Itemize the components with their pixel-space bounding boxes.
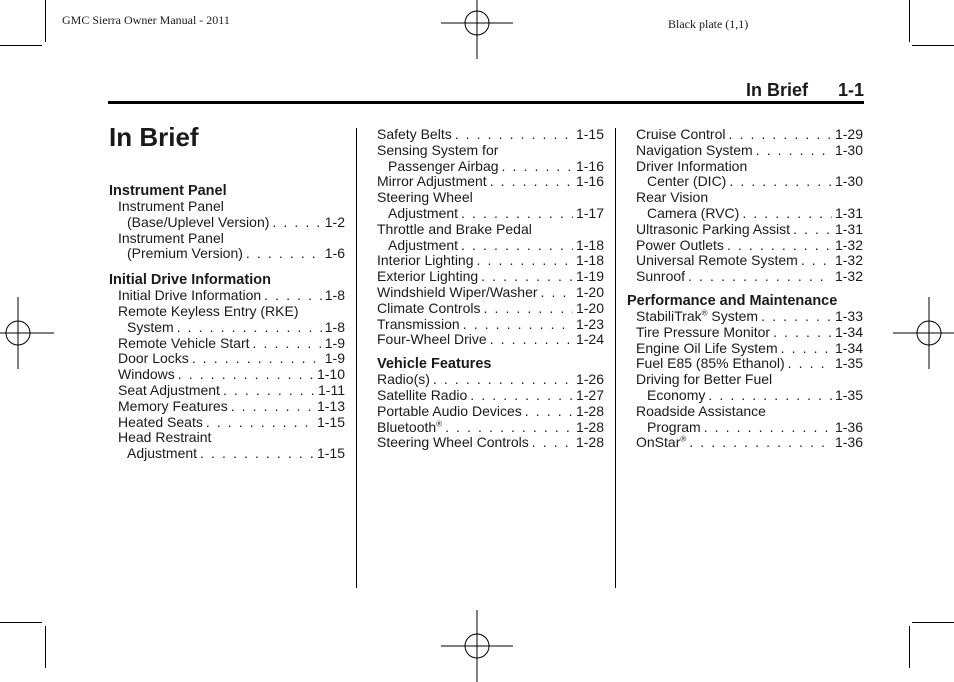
header-rule: [108, 101, 864, 104]
toc-column-1: [109, 183, 345, 462]
toc-entry[interactable]: Engine Oil Life System . . . 1-34: [636, 341, 863, 357]
toc-page-ref: 1-35: [834, 355, 863, 372]
toc-page-ref: 1-20: [575, 283, 604, 300]
toc-entry[interactable]: Heated Seats . . . 1-15: [109, 415, 345, 431]
toc-group-heading: Instrument Panel: [109, 183, 227, 199]
toc-entry[interactable]: Power Outlets . . . 1-32: [636, 238, 863, 254]
crop-mark-top-right-h: [912, 45, 954, 46]
toc-entry[interactable]: Instrument Panel: [118, 229, 224, 246]
toc-page-ref: 1-18: [575, 236, 604, 253]
toc-page-ref: 1-15: [316, 413, 345, 430]
toc-page-ref: 1-2: [324, 213, 345, 230]
toc-page-ref: 1-24: [575, 331, 604, 348]
toc-page-ref: 1-28: [575, 434, 604, 451]
column-divider-1: [356, 128, 357, 588]
toc-page-ref: 1-36: [834, 418, 863, 435]
toc-entry[interactable]: Adjustment . . . 1-17: [377, 206, 604, 222]
toc-page-ref: 1-29: [834, 126, 863, 142]
toc-entry[interactable]: Portable Audio Devices . . . 1-28: [377, 404, 604, 420]
toc-entry[interactable]: Interior Lighting . . . 1-18: [377, 253, 604, 269]
toc-page-ref: 1-8: [324, 318, 345, 335]
toc-entry[interactable]: Passenger Airbag . . . 1-16: [377, 159, 604, 175]
plate-label: Black plate (1,1): [668, 17, 749, 31]
crop-mark-top-left-h: [0, 45, 42, 46]
toc-page-ref: 1-30: [834, 141, 863, 158]
toc-entry[interactable]: Driver Information: [636, 157, 748, 174]
toc-entry[interactable]: Steering Wheel Controls . . . 1-28: [377, 435, 604, 451]
toc-entry[interactable]: Navigation System . . . 1-30: [636, 143, 863, 159]
toc-page-ref: 1-33: [834, 307, 863, 324]
toc-entry[interactable]: Tire Pressure Monitor . . . 1-34: [636, 325, 863, 341]
toc-entry[interactable]: (Base/Uplevel Version) . . . 1-2: [109, 215, 345, 231]
page-title: In Brief: [109, 122, 199, 152]
toc-page-ref: 1-9: [324, 334, 345, 351]
toc-page-ref: 1-31: [834, 204, 863, 221]
toc-page-ref: 1-31: [834, 220, 863, 237]
toc-page-ref: 1-32: [834, 252, 863, 269]
toc-entry[interactable]: Rear Vision: [636, 189, 709, 206]
toc-entry[interactable]: Windows . . . 1-10: [109, 367, 345, 383]
toc-entry[interactable]: Camera (RVC) . . . 1-31: [636, 206, 863, 222]
toc-entry[interactable]: Radio(s) . . . 1-26: [377, 372, 604, 388]
registered-mark: ®: [436, 418, 443, 428]
toc-page-ref: 1-35: [834, 386, 863, 403]
toc-entry[interactable]: Exterior Lighting . . . 1-19: [377, 269, 604, 285]
toc-column-3: [627, 126, 863, 451]
section-name: In Brief: [745, 80, 808, 100]
toc-entry[interactable]: Roadside Assistance: [636, 402, 766, 419]
manual-title-header: GMC Sierra Owner Manual - 2011: [62, 13, 230, 27]
toc-page-ref: 1-28: [575, 418, 604, 435]
toc-entry[interactable]: Memory Features . . . 1-13: [109, 399, 345, 415]
toc-page-ref: 1-34: [834, 339, 863, 356]
toc-entry[interactable]: OnStar® . . . 1-36: [636, 435, 863, 451]
toc-entry[interactable]: Seat Adjustment . . . 1-11: [109, 383, 345, 399]
crop-mark-top-right-v: [909, 0, 910, 42]
toc-group-heading: Initial Drive Information: [109, 272, 271, 289]
toc-entry[interactable]: Bluetooth® . . . 1-28: [377, 420, 604, 436]
toc-page-ref: 1-9: [324, 350, 345, 367]
toc-entry[interactable]: StabiliTrak® System . . . 1-33: [636, 309, 863, 325]
toc-page-ref: 1-11: [318, 381, 345, 398]
toc-page-ref: 1-15: [316, 445, 345, 462]
toc-entry[interactable]: Center (DIC) . . . 1-30: [636, 174, 863, 190]
toc-page-ref: 1-27: [575, 386, 604, 403]
registration-mark-left: [0, 297, 54, 369]
toc-entry[interactable]: Adjustment . . . 1-18: [377, 238, 604, 254]
registered-mark: ®: [680, 434, 687, 444]
toc-page-ref: 1-32: [834, 236, 863, 253]
registration-mark-top: [441, 0, 513, 59]
toc-group-heading: Performance and Maintenance: [627, 292, 838, 309]
toc-entry[interactable]: Fuel E85 (85% Ethanol) . . . 1-35: [636, 356, 863, 372]
toc-entry[interactable]: Remote Vehicle Start . . . 1-9: [109, 336, 345, 352]
toc-entry[interactable]: Satellite Radio . . . 1-27: [377, 388, 604, 404]
toc-entry[interactable]: Mirror Adjustment . . . 1-16: [377, 174, 604, 190]
toc-entry[interactable]: Driving for Better Fuel: [636, 371, 773, 388]
toc-page-ref: 1-13: [316, 397, 345, 414]
registration-mark-right: [893, 297, 954, 369]
toc-page-ref: 1-16: [575, 173, 604, 190]
toc-entry[interactable]: Windshield Wiper/Washer . . . 1-20: [377, 285, 604, 301]
toc-entry[interactable]: Safety Belts . . . 1-15: [377, 127, 604, 143]
toc-entry[interactable]: Door Locks . . . 1-9: [109, 351, 345, 367]
toc-page-ref: 1-20: [575, 299, 604, 316]
crop-mark-bottom-right-v: [909, 626, 910, 668]
toc-entry[interactable]: Universal Remote System . . . 1-32: [636, 253, 863, 269]
toc-page-ref: 1-23: [575, 315, 604, 332]
registration-mark-bottom: [441, 610, 513, 682]
column-divider-2: [615, 128, 616, 588]
toc-entry[interactable]: Adjustment . . . 1-15: [109, 446, 345, 462]
toc-entry[interactable]: Instrument Panel: [118, 198, 224, 214]
toc-page-ref: 1-16: [575, 157, 604, 174]
page-number: 1-1: [837, 80, 864, 100]
toc-entry[interactable]: Program . . . 1-36: [636, 420, 863, 436]
toc-entry[interactable]: Ultrasonic Parking Assist . . . 1-31: [636, 222, 863, 238]
toc-entry[interactable]: System . . . 1-8: [109, 320, 345, 336]
running-head: [746, 80, 864, 101]
toc-entry[interactable]: Sensing System for: [377, 141, 499, 158]
toc-page-ref: 1-26: [575, 371, 604, 388]
toc-entry[interactable]: Four-Wheel Drive . . . 1-24: [377, 332, 604, 348]
toc-page-ref: 1-8: [324, 287, 345, 304]
toc-entry[interactable]: Transmission . . . 1-23: [377, 317, 604, 333]
toc-entry[interactable]: Initial Drive Information . . . 1-8: [109, 288, 345, 304]
toc-entry[interactable]: Throttle and Brake Pedal: [377, 220, 532, 237]
toc-page-ref: 1-17: [575, 204, 604, 221]
toc-page-ref: 1-34: [834, 323, 863, 340]
toc-page-ref: 1-28: [575, 402, 604, 419]
toc-entry[interactable]: Cruise Control . . . 1-29: [636, 127, 863, 143]
crop-mark-bottom-right-h: [912, 622, 954, 623]
toc-entry[interactable]: Remote Keyless Entry (RKE): [118, 302, 299, 319]
crop-mark-bottom-left-v: [45, 626, 46, 668]
toc-page-ref: 1-18: [575, 252, 604, 269]
toc-column-2: [377, 127, 604, 451]
toc-page-ref: 1-10: [316, 366, 345, 383]
toc-page-ref: 1-6: [324, 245, 345, 262]
toc-page-ref: 1-36: [834, 434, 863, 451]
toc-page-ref: 1-19: [575, 268, 604, 285]
toc-entry[interactable]: Sunroof . . . 1-32: [636, 269, 863, 285]
toc-entry[interactable]: Economy . . . 1-35: [636, 388, 863, 404]
toc-page-ref: 1-15: [575, 126, 604, 142]
toc-group-heading: Vehicle Features: [377, 356, 492, 373]
registered-mark: ®: [701, 308, 708, 318]
toc-entry[interactable]: Climate Controls . . . 1-20: [377, 301, 604, 317]
crop-mark-bottom-left-h: [0, 622, 42, 623]
toc-page-ref: 1-32: [834, 268, 863, 285]
toc-page-ref: 1-30: [834, 173, 863, 190]
crop-mark-top-left-v: [45, 0, 46, 42]
toc-entry[interactable]: Head Restraint: [118, 429, 212, 446]
toc-entry[interactable]: (Premium Version) . . . 1-6: [109, 246, 345, 262]
toc-entry[interactable]: Steering Wheel: [377, 189, 473, 206]
